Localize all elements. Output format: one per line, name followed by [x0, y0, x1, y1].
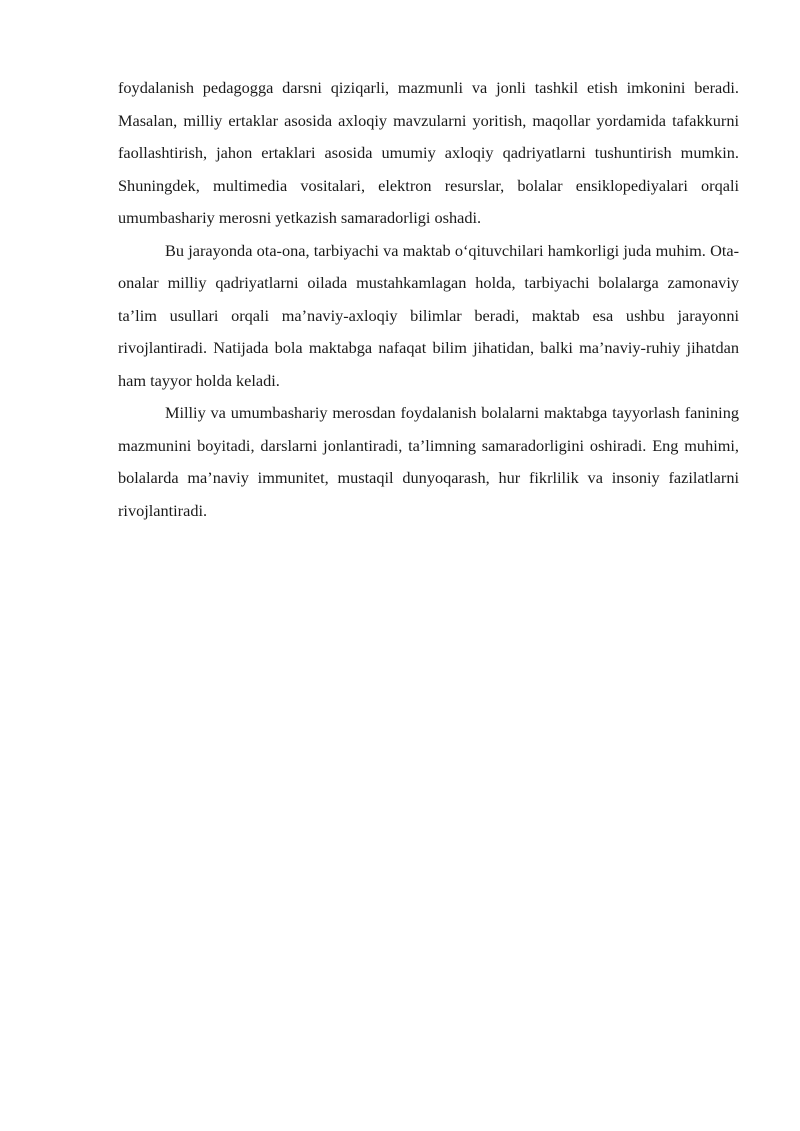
- paragraph-2: Bu jarayonda ota-ona, tarbiyachi va maktab o‘qituvchilari hamkorligi juda muhim. Ota-onalar milliy qadriyatlarni oilada mustahkamlagan holda, tarbiyachi bolalarga zamonaviy ta’lim usullari orqali ma’naviy-axloqiy bilimlar beradi, maktab esa ushbu jarayonni rivojlantiradi. Natijada bola maktabga nafaqat bilim jihatidan, balki ma’naviy-ruhiy jihatdan ham tayyor holda keladi.: [118, 240, 739, 390]
- document-body: [118, 72, 739, 527]
- paragraph-1: foydalanish pedagogga darsni qiziqarli, mazmunli va jonli tashkil etish imkonini beradi. Masalan, milliy ertaklar asosida axloqiy mavzularni yoritish, maqollar yordamida tafakkurni faollashtirish, jahon ertaklari asosida umumiy axloqiy qadriyatlarni tushuntirish mumkin. Shuningdek, multimedia vositalari, elektron resurslar, bolalar ensiklopediyalari orqali umumbashariy merosni yetkazish samaradorligi oshadi.: [118, 78, 739, 227]
- paragraph-3: Milliy va umumbashariy merosdan foydalanish bolalarni maktabga tayyorlash fanining mazmunini boyitadi, darslarni jonlantiradi, ta’limning samaradorligini oshiradi. Eng muhimi, bolalarda ma’naviy immunitet, mustaqil dunyoqarash, hur fikrlilik va insoniy fazilatlarni rivojlantiradi.: [118, 403, 739, 520]
